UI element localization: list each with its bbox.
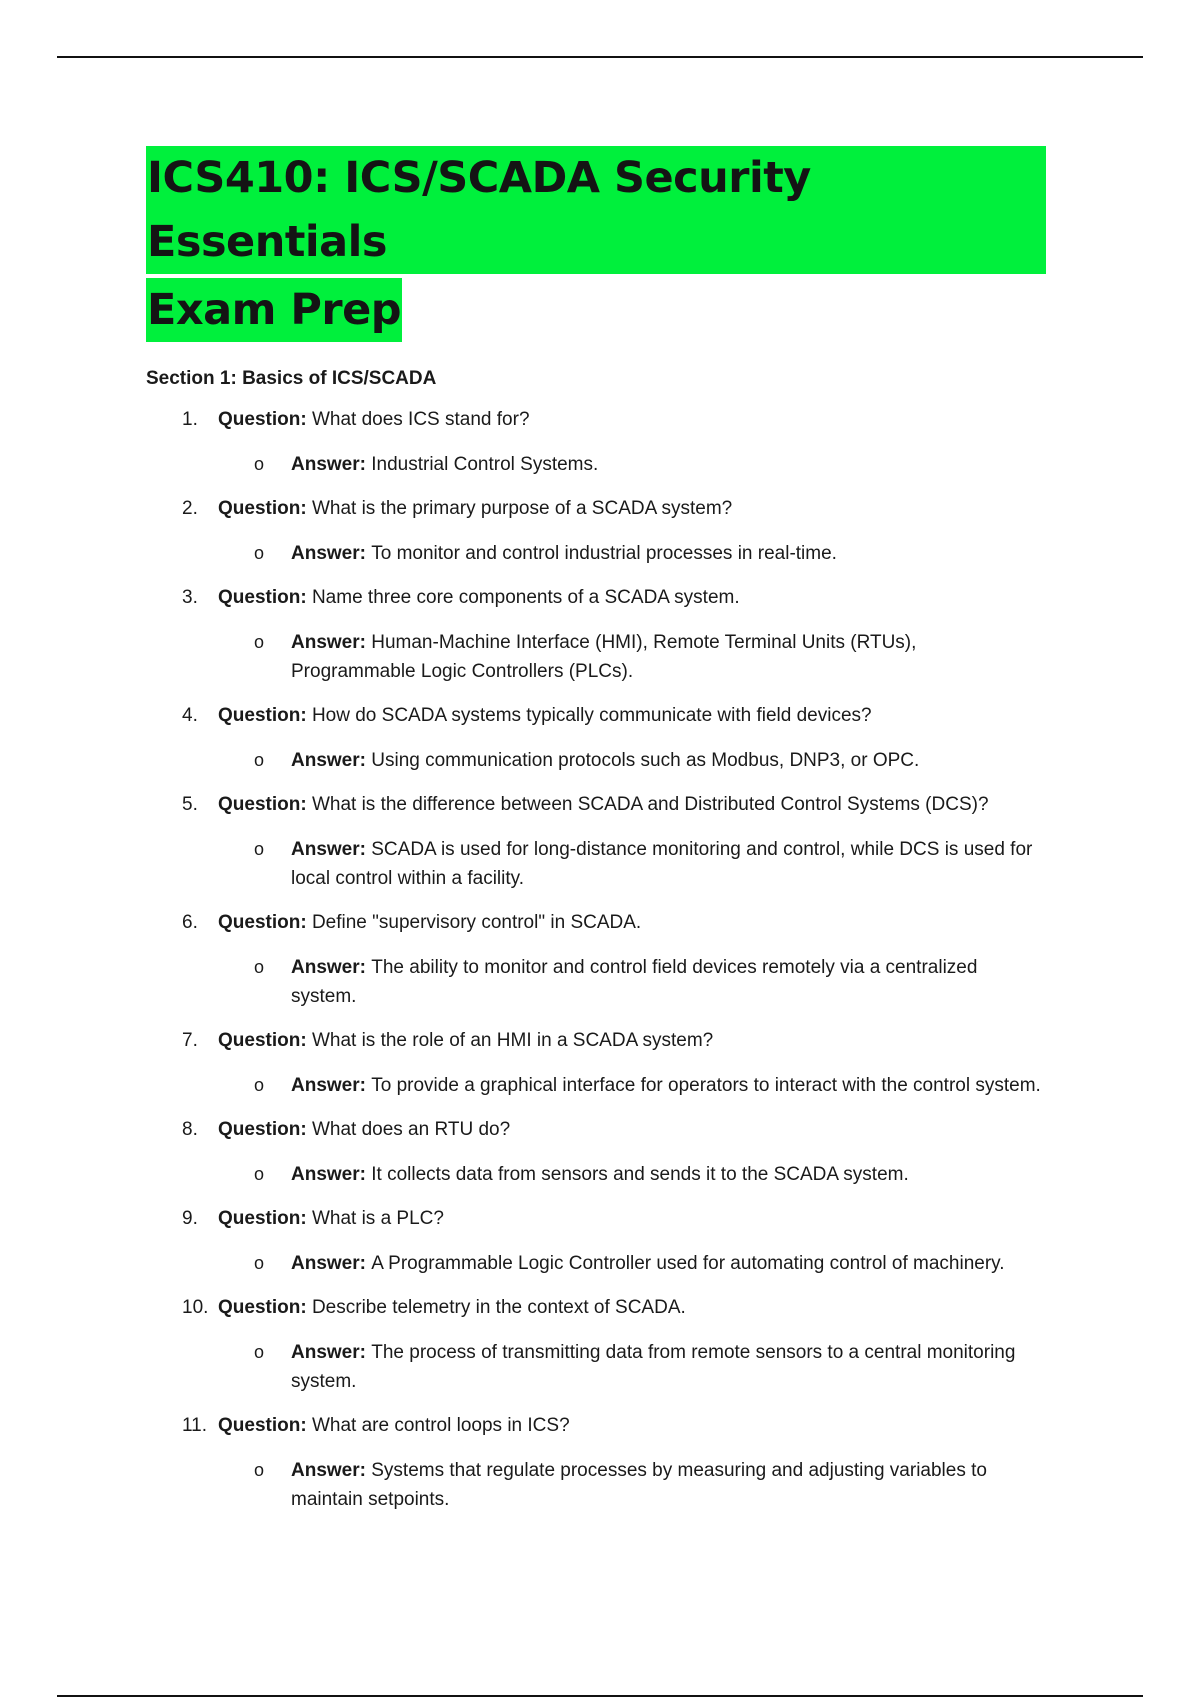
answer-label: Answer: [291, 632, 372, 653]
bullet-o-icon: o [254, 454, 265, 474]
answer-label: Answer: [291, 1342, 372, 1363]
qa-item [146, 791, 1046, 893]
answer-label: Answer: [291, 1075, 372, 1096]
question-text: Define "supervisory control" in SCADA. [311, 912, 642, 933]
answer-label: Answer: [291, 957, 372, 978]
qa-item [146, 1205, 1046, 1278]
answer-text: The process of transmitting data from remote sensors to a central monitoring system. [291, 1342, 1016, 1392]
bullet-o-icon: o [254, 632, 265, 652]
answer-label: Answer: [291, 750, 372, 771]
answer-label: Answer: [291, 543, 372, 564]
question-label: Question: [218, 794, 312, 815]
question-label: Question: [218, 409, 312, 430]
answer-text: Human-Machine Interface (HMI), Remote Terminal Units (RTUs), Programmable Logic Controllers (PLCs). [291, 632, 917, 682]
question-row [146, 1205, 1046, 1233]
question-label: Question: [218, 1297, 312, 1318]
question-label: Question: [218, 1208, 312, 1229]
answer-row [146, 746, 1046, 775]
question-number: 8. [182, 1119, 198, 1140]
qa-list [146, 406, 1046, 1514]
question-text: Describe telemetry in the context of SCADA. [311, 1297, 686, 1318]
question-row [146, 406, 1046, 434]
question-label: Question: [218, 587, 312, 608]
question-text: Name three core components of a SCADA system. [311, 587, 740, 608]
bullet-o-icon: o [254, 839, 265, 859]
answer-text: It collects data from sensors and sends it to the SCADA system. [371, 1164, 909, 1185]
bullet-o-icon: o [254, 1253, 265, 1273]
question-number: 9. [182, 1208, 198, 1229]
answer-text: The ability to monitor and control field devices remotely via a centralized system. [291, 957, 978, 1007]
question-text: What are control loops in ICS? [311, 1415, 570, 1436]
answer-label: Answer: [291, 1253, 372, 1274]
question-text: How do SCADA systems typically communicate with field devices? [311, 705, 872, 726]
question-label: Question: [218, 498, 312, 519]
question-text: What is a PLC? [311, 1208, 444, 1229]
answer-row [146, 1249, 1046, 1278]
question-text: What does an RTU do? [311, 1119, 511, 1140]
question-number: 3. [182, 587, 198, 608]
answer-row [146, 450, 1046, 479]
question-row [146, 495, 1046, 523]
question-row [146, 1294, 1046, 1322]
answer-text: Industrial Control Systems. [371, 454, 599, 475]
question-number: 5. [182, 794, 198, 815]
section-heading: Section 1: Basics of ICS/SCADA [146, 368, 437, 389]
question-row [146, 584, 1046, 612]
answer-row [146, 835, 1046, 893]
question-text: What is the difference between SCADA and Distributed Control Systems (DCS)? [311, 794, 989, 815]
question-label: Question: [218, 1119, 312, 1140]
bullet-o-icon: o [254, 543, 265, 563]
question-label: Question: [218, 1415, 312, 1436]
question-row [146, 791, 1046, 819]
question-number: 1. [182, 409, 198, 430]
answer-row [146, 539, 1046, 568]
question-number: 4. [182, 705, 198, 726]
question-row [146, 702, 1046, 730]
qa-item [146, 495, 1046, 568]
qa-item [146, 406, 1046, 479]
bottom-rule [57, 1695, 1143, 1697]
question-number: 7. [182, 1030, 198, 1051]
answer-row [146, 1456, 1046, 1514]
answer-row [146, 1160, 1046, 1189]
top-rule [57, 56, 1143, 58]
qa-item [146, 1412, 1046, 1514]
title-line-1: ICS410: ICS/SCADA Security Essentials [146, 146, 1046, 274]
question-row [146, 1027, 1046, 1055]
answer-text: SCADA is used for long-distance monitoring and control, while DCS is used for local control within a facility. [291, 839, 1033, 889]
question-text: What does ICS stand for? [311, 409, 530, 430]
question-row [146, 1116, 1046, 1144]
bullet-o-icon: o [254, 1460, 265, 1480]
qa-item [146, 702, 1046, 775]
answer-row [146, 953, 1046, 1011]
answer-text: Using communication protocols such as Modbus, DNP3, or OPC. [371, 750, 920, 771]
question-number: 2. [182, 498, 198, 519]
answer-text: A Programmable Logic Controller used for automating control of machinery. [371, 1253, 1005, 1274]
question-text: What is the role of an HMI in a SCADA system? [311, 1030, 714, 1051]
bullet-o-icon: o [254, 750, 265, 770]
document-body [146, 146, 1046, 1530]
qa-item [146, 584, 1046, 686]
qa-item [146, 1027, 1046, 1100]
qa-item [146, 1116, 1046, 1189]
question-row [146, 1412, 1046, 1440]
bullet-o-icon: o [254, 1075, 265, 1095]
answer-row [146, 1071, 1046, 1100]
answer-label: Answer: [291, 454, 372, 475]
answer-text: Systems that regulate processes by measuring and adjusting variables to maintain setpoints. [291, 1460, 987, 1510]
title-line-2: Exam Prep [146, 278, 402, 342]
answer-label: Answer: [291, 1460, 372, 1481]
question-number: 11. [182, 1415, 208, 1436]
bullet-o-icon: o [254, 1164, 265, 1184]
question-label: Question: [218, 1030, 312, 1051]
question-label: Question: [218, 705, 312, 726]
answer-row [146, 1338, 1046, 1396]
answer-text: To monitor and control industrial processes in real-time. [371, 543, 837, 564]
question-label: Question: [218, 912, 312, 933]
bullet-o-icon: o [254, 957, 265, 977]
question-number: 10. [182, 1297, 209, 1318]
answer-label: Answer: [291, 1164, 372, 1185]
qa-item [146, 1294, 1046, 1396]
bullet-o-icon: o [254, 1342, 265, 1362]
document-title [146, 146, 1046, 342]
question-text: What is the primary purpose of a SCADA system? [311, 498, 733, 519]
question-row [146, 909, 1046, 937]
question-number: 6. [182, 912, 198, 933]
qa-item [146, 909, 1046, 1011]
answer-row [146, 628, 1046, 686]
answer-text: To provide a graphical interface for operators to interact with the control system. [371, 1075, 1041, 1096]
answer-label: Answer: [291, 839, 372, 860]
